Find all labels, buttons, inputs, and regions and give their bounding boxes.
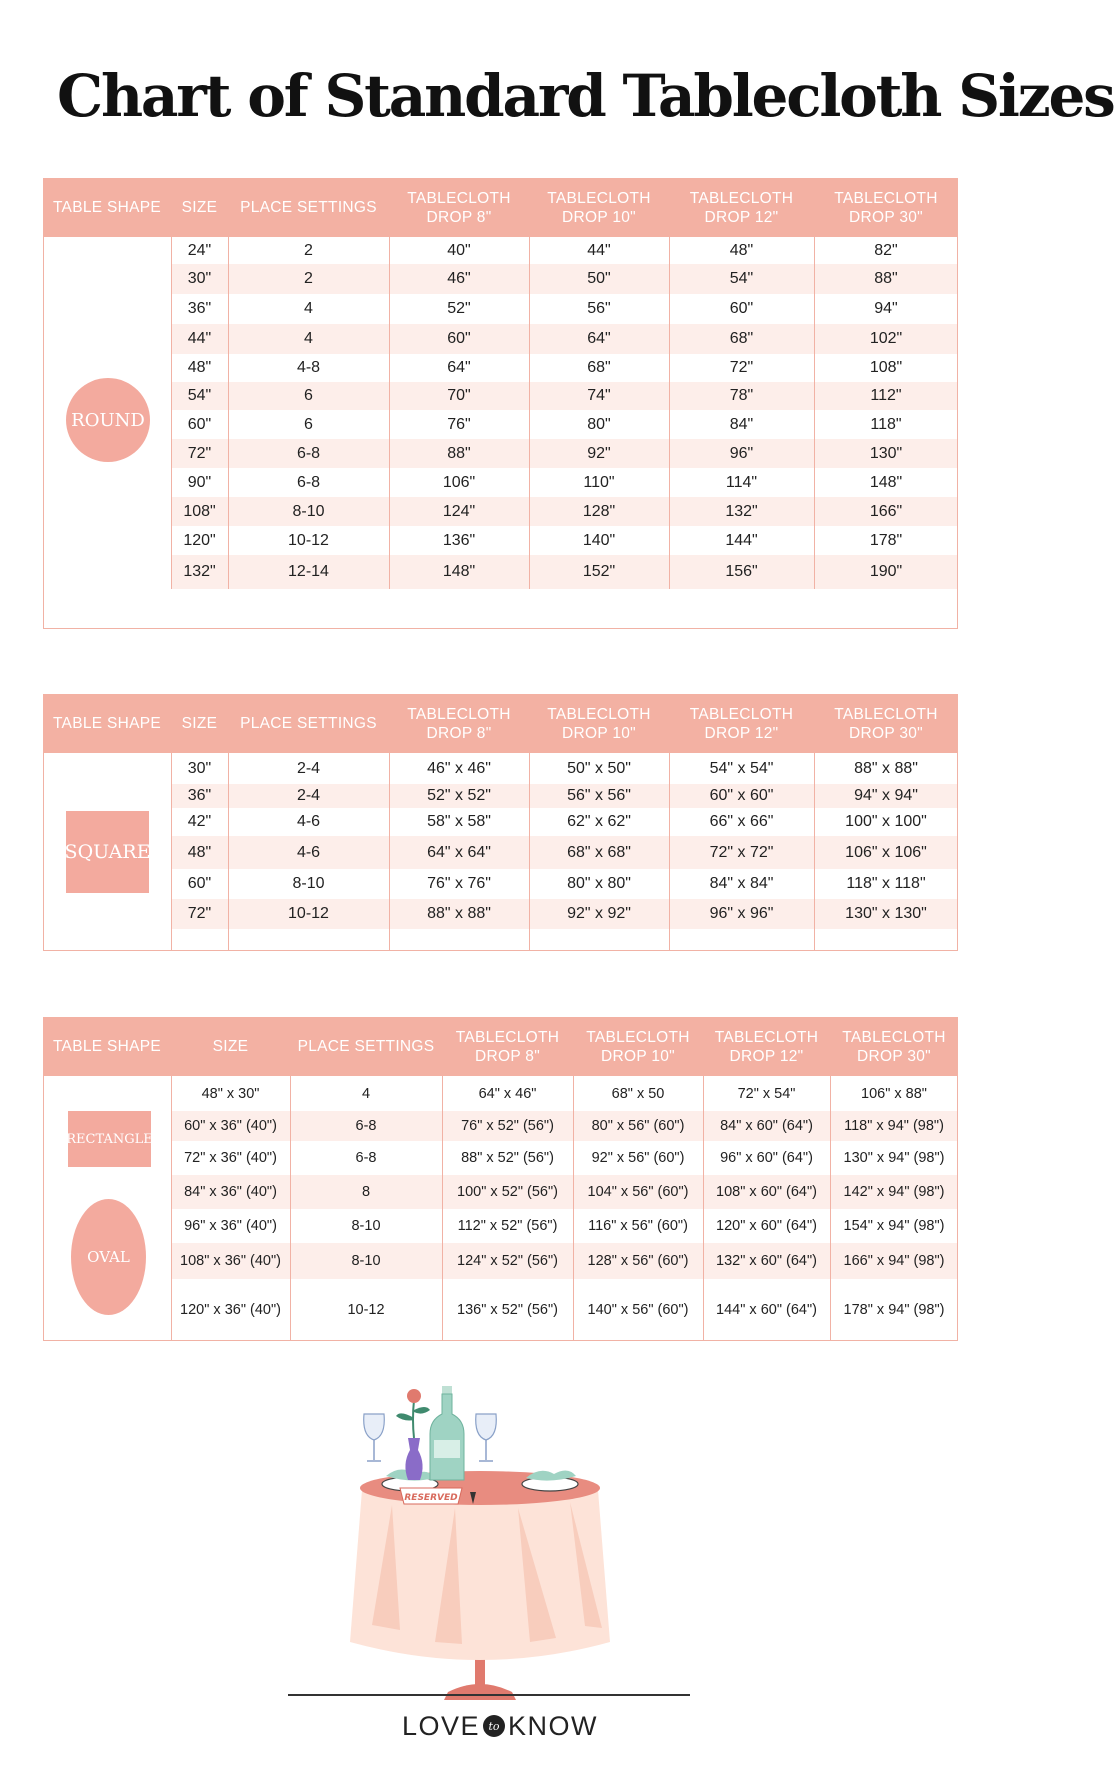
header-drop-8: TABLECLOTH DROP 8" xyxy=(407,189,511,226)
place-settings-cell: 4 xyxy=(304,300,313,317)
drop-30-cell: 118" x 94" (98") xyxy=(844,1118,944,1134)
size-cell: 48" x 30" xyxy=(201,1085,260,1102)
place-settings-cell: 2 xyxy=(304,241,313,259)
drop-12-cell: 144" xyxy=(725,531,758,549)
size-cell: 48" xyxy=(187,843,212,861)
drop-10-cell: 68" x 68" xyxy=(567,843,631,861)
drop-30-cell: 166" xyxy=(869,502,903,520)
drop-12-cell: 66" x 66" xyxy=(709,813,774,830)
bottle xyxy=(430,1394,464,1480)
place-settings-cell: 10-12 xyxy=(347,1301,385,1318)
oval-shape-badge: OVAL xyxy=(71,1199,146,1315)
header-size: SIZE xyxy=(181,715,218,732)
drop-12-cell: 48" xyxy=(729,241,754,259)
header-drop-8: TABLECLOTH DROP 8" xyxy=(407,705,511,742)
rose-leaf xyxy=(396,1413,414,1420)
bottle-label xyxy=(434,1440,460,1458)
square-shape-badge: SQUARE xyxy=(66,811,149,893)
table-illustration-svg xyxy=(330,1380,630,1710)
wine-glass-left xyxy=(364,1414,385,1440)
drop-8-cell: 136" x 52" (56") xyxy=(457,1301,558,1318)
size-cell: 72" xyxy=(187,905,212,922)
logo-text-know: KNOW xyxy=(508,1710,599,1741)
drop-30-cell: 106" x 106" xyxy=(845,843,927,861)
header-drop-10: TABLECLOTH DROP 10" xyxy=(547,189,651,226)
drop-30-cell: 130" xyxy=(869,444,903,462)
drop-30-cell: 88" xyxy=(874,270,898,287)
size-cell: 48" xyxy=(187,359,212,376)
bottle-cap xyxy=(442,1386,452,1394)
drop-30-cell: 154" x 94" (98") xyxy=(843,1218,945,1234)
round-size-table xyxy=(43,178,958,629)
place-settings-cell: 6-8 xyxy=(355,1118,377,1134)
drop-12-cell: 84" x 84" xyxy=(709,875,774,892)
drop-12-cell: 72" xyxy=(729,359,754,376)
drop-8-cell: 40" xyxy=(447,241,471,259)
drop-8-cell: 46" xyxy=(447,270,471,287)
drop-12-cell: 84" xyxy=(729,415,754,433)
drop-8-cell: 124" xyxy=(442,502,476,520)
logo-text-love: LOVE xyxy=(401,1710,481,1741)
header-table-shape: TABLE SHAPE xyxy=(52,715,162,732)
drop-10-cell: 128" x 56" (60") xyxy=(587,1253,689,1269)
size-cell: 60" xyxy=(187,875,212,892)
drop-12-cell: 96" x 60" (64") xyxy=(720,1150,813,1166)
drop-12-cell: 60" x 60" xyxy=(709,787,774,804)
size-cell: 108" xyxy=(183,502,216,520)
reserved-sign-text: RESERVED xyxy=(404,1493,458,1503)
drop-30-cell: 106" x 88" xyxy=(861,1085,927,1102)
size-cell: 24" xyxy=(187,241,212,259)
size-cell: 54" xyxy=(187,387,212,404)
drop-10-cell: 80" x 80" xyxy=(567,875,631,892)
place-settings-cell: 4-6 xyxy=(296,813,321,830)
place-settings-cell: 10-12 xyxy=(288,905,329,922)
place-settings-cell: 6-8 xyxy=(296,473,321,491)
size-cell: 60" xyxy=(187,415,212,433)
drop-8-cell: 106" xyxy=(442,473,476,491)
size-cell: 90" xyxy=(187,473,212,491)
size-cell: 72" xyxy=(187,444,212,462)
size-cell: 120" x 36" (40") xyxy=(180,1301,281,1318)
drop-12-cell: 96" x 96" xyxy=(709,905,774,922)
drop-30-cell: 190" xyxy=(869,563,903,580)
drop-10-cell: 128" xyxy=(582,502,616,520)
vase xyxy=(405,1438,422,1480)
place-settings-cell: 2-4 xyxy=(296,787,321,804)
header-place-settings: PLACE SETTINGS xyxy=(240,199,377,216)
size-cell: 36" xyxy=(187,787,212,804)
drop-30-cell: 118" xyxy=(870,415,902,433)
drop-8-cell: 88" x 52" (56") xyxy=(461,1150,554,1166)
round-shape-badge: ROUND xyxy=(66,378,150,462)
header-drop-12: TABLECLOTH DROP 12" xyxy=(689,189,794,226)
size-cell: 30" xyxy=(187,270,212,287)
drop-12-cell: 132" x 60" (64") xyxy=(716,1253,817,1269)
table-header xyxy=(43,1017,958,1076)
logo-to-badge: to xyxy=(483,1715,505,1737)
drop-30-cell: 102" xyxy=(869,330,903,347)
header-drop-8: TABLECLOTH DROP 8" xyxy=(455,1028,560,1065)
table-header xyxy=(43,178,958,237)
header-drop-12: TABLECLOTH DROP 12" xyxy=(714,1028,819,1065)
place-settings-cell: 8 xyxy=(361,1184,371,1200)
header-drop-10: TABLECLOTH DROP 10" xyxy=(586,1028,690,1065)
drop-8-cell: 112" x 52" (56") xyxy=(457,1218,558,1234)
drop-12-cell: 72" x 54" xyxy=(737,1085,796,1102)
drop-10-cell: 68" xyxy=(587,359,611,376)
drop-10-cell: 80" x 56" (60") xyxy=(591,1118,685,1134)
place-settings-cell: 8-10 xyxy=(351,1253,381,1269)
drop-30-cell: 112" xyxy=(870,387,902,404)
drop-12-cell: 108" x 60" (64") xyxy=(716,1184,817,1200)
place-settings-cell: 8-10 xyxy=(292,502,325,520)
drop-10-cell: 104" x 56" (60") xyxy=(587,1184,689,1200)
size-cell: 120" xyxy=(183,531,216,549)
size-cell: 84" x 36" (40") xyxy=(184,1184,277,1200)
drop-12-cell: 96" xyxy=(729,444,754,462)
place-settings-cell: 4 xyxy=(361,1085,371,1102)
drop-10-cell: 92" x 56" (60") xyxy=(591,1150,685,1166)
drop-30-cell: 178" x 94" (98") xyxy=(843,1301,945,1318)
drop-30-cell: 130" x 130" xyxy=(845,905,927,922)
drop-12-cell: 120" x 60" (64") xyxy=(716,1218,817,1234)
size-cell: 42" xyxy=(187,813,212,830)
drop-8-cell: 100" x 52" (56") xyxy=(457,1184,558,1200)
header-size: SIZE xyxy=(181,199,218,216)
drop-10-cell: 92" xyxy=(587,444,611,462)
drop-12-cell: 144" x 60" (64") xyxy=(716,1301,817,1318)
drop-12-cell: 114" xyxy=(725,473,758,491)
place-settings-cell: 8-10 xyxy=(292,875,325,892)
drop-8-cell: 64" x 46" xyxy=(478,1085,537,1102)
rectangle-shape-badge: RECTANGLE xyxy=(68,1111,151,1167)
place-settings-cell: 6 xyxy=(304,387,313,404)
place-settings-cell: 6-8 xyxy=(355,1150,377,1166)
rose-flower xyxy=(407,1389,421,1403)
place-settings-cell: 6 xyxy=(304,415,313,433)
header-place-settings: PLACE SETTINGS xyxy=(297,1038,435,1055)
drop-30-cell: 118" x 118" xyxy=(846,875,926,892)
drop-12-cell: 60" xyxy=(729,300,754,317)
size-cell: 60" x 36" (40") xyxy=(184,1118,277,1134)
place-settings-cell: 4-8 xyxy=(296,359,321,376)
size-cell: 72" x 36" (40") xyxy=(184,1150,277,1166)
drop-10-cell: 110" xyxy=(583,473,615,491)
drop-10-cell: 44" xyxy=(587,241,611,259)
drop-10-cell: 64" xyxy=(587,330,611,347)
drop-8-cell: 148" xyxy=(442,563,476,580)
drop-8-cell: 76" x 52" (56") xyxy=(461,1118,554,1134)
drop-12-cell: 78" xyxy=(729,387,754,404)
drop-8-cell: 58" x 58" xyxy=(427,813,491,830)
drop-10-cell: 92" x 92" xyxy=(567,905,631,922)
drop-8-cell: 70" xyxy=(447,387,471,404)
place-settings-cell: 12-14 xyxy=(288,563,329,580)
place-settings-cell: 6-8 xyxy=(296,444,321,462)
drop-10-cell: 140" x 56" (60") xyxy=(587,1301,689,1318)
place-settings-cell: 10-12 xyxy=(288,531,329,549)
drop-8-cell: 76" xyxy=(447,415,471,433)
drop-12-cell: 84" x 60" (64") xyxy=(720,1118,813,1134)
header-table-shape: TABLE SHAPE xyxy=(52,199,162,216)
size-cell: 30" xyxy=(187,759,212,777)
page-title: Chart of Standard Tablecloth Sizes xyxy=(57,62,1114,130)
wine-glass-right xyxy=(476,1414,497,1440)
drop-12-cell: 156" xyxy=(725,563,758,580)
drop-30-cell: 178" xyxy=(869,531,903,549)
drop-10-cell: 56" x 56" xyxy=(567,787,631,804)
drop-8-cell: 88" xyxy=(447,444,471,462)
drop-8-cell: 76" x 76" xyxy=(427,875,491,892)
drop-30-cell: 94" x 94" xyxy=(854,787,918,804)
drop-10-cell: 56" xyxy=(587,300,611,317)
drop-12-cell: 132" xyxy=(725,502,758,520)
size-cell: 108" x 36" (40") xyxy=(180,1253,281,1269)
drop-10-cell: 80" xyxy=(587,415,611,433)
place-settings-cell: 8-10 xyxy=(351,1218,381,1234)
drop-10-cell: 50" xyxy=(587,270,611,287)
drop-30-cell: 94" xyxy=(874,300,898,317)
size-cell: 96" x 36" (40") xyxy=(184,1218,277,1234)
size-cell: 132" xyxy=(183,563,216,580)
drop-30-cell: 166" x 94" (98") xyxy=(843,1253,945,1269)
size-cell: 44" xyxy=(187,330,212,347)
header-drop-10: TABLECLOTH DROP 10" xyxy=(547,705,651,742)
drop-10-cell: 62" x 62" xyxy=(567,813,631,830)
place-settings-cell: 4 xyxy=(304,330,313,347)
lovetoknow-logo xyxy=(360,1706,640,1746)
drop-8-cell: 88" x 88" xyxy=(427,905,491,922)
drop-8-cell: 124" x 52" (56") xyxy=(457,1253,558,1269)
drop-10-cell: 68" x 50 xyxy=(611,1085,665,1102)
drop-8-cell: 64" xyxy=(447,359,471,376)
header-drop-30: TABLECLOTH DROP 30" xyxy=(834,189,938,226)
drop-30-cell: 148" xyxy=(869,473,903,491)
drop-8-cell: 64" x 64" xyxy=(427,843,491,861)
header-drop-12: TABLECLOTH DROP 12" xyxy=(689,705,794,742)
place-settings-cell: 2 xyxy=(304,270,313,287)
header-drop-30: TABLECLOTH DROP 30" xyxy=(842,1028,946,1065)
place-settings-cell: 2-4 xyxy=(296,759,321,777)
drop-8-cell: 52" x 52" xyxy=(427,787,491,804)
table-header xyxy=(43,694,958,753)
drop-12-cell: 68" xyxy=(729,330,754,347)
drop-8-cell: 60" xyxy=(447,330,471,347)
drop-12-cell: 72" x 72" xyxy=(709,843,774,861)
drop-10-cell: 152" xyxy=(582,563,616,580)
floor-line xyxy=(288,1694,690,1696)
place-settings-cell: 4-6 xyxy=(296,843,321,861)
drop-8-cell: 52" xyxy=(447,300,471,317)
drop-30-cell: 108" xyxy=(869,359,903,376)
drop-30-cell: 100" x 100" xyxy=(845,813,927,830)
header-size: SIZE xyxy=(212,1038,249,1055)
header-place-settings: PLACE SETTINGS xyxy=(240,715,377,732)
drop-30-cell: 142" x 94" (98") xyxy=(843,1184,945,1200)
drop-12-cell: 54" xyxy=(729,270,754,287)
drop-10-cell: 74" xyxy=(587,387,611,404)
square-size-table xyxy=(43,694,958,951)
drop-30-cell: 88" x 88" xyxy=(854,759,918,777)
drop-30-cell: 130" x 94" (98") xyxy=(843,1150,945,1166)
drop-10-cell: 50" x 50" xyxy=(567,759,631,777)
size-cell: 36" xyxy=(187,300,212,317)
drop-12-cell: 54" x 54" xyxy=(709,759,774,777)
drop-10-cell: 116" x 56" (60") xyxy=(588,1218,688,1234)
header-drop-30: TABLECLOTH DROP 30" xyxy=(834,705,938,742)
drop-8-cell: 136" xyxy=(442,531,476,549)
drop-8-cell: 46" x 46" xyxy=(427,759,491,777)
drop-30-cell: 82" xyxy=(874,241,898,259)
header-table-shape: TABLE SHAPE xyxy=(52,1038,162,1055)
rose-leaf xyxy=(414,1407,430,1414)
reserved-table-illustration xyxy=(330,1380,630,1710)
drop-10-cell: 140" xyxy=(582,531,616,549)
rectangle-oval-size-table xyxy=(43,1017,958,1341)
